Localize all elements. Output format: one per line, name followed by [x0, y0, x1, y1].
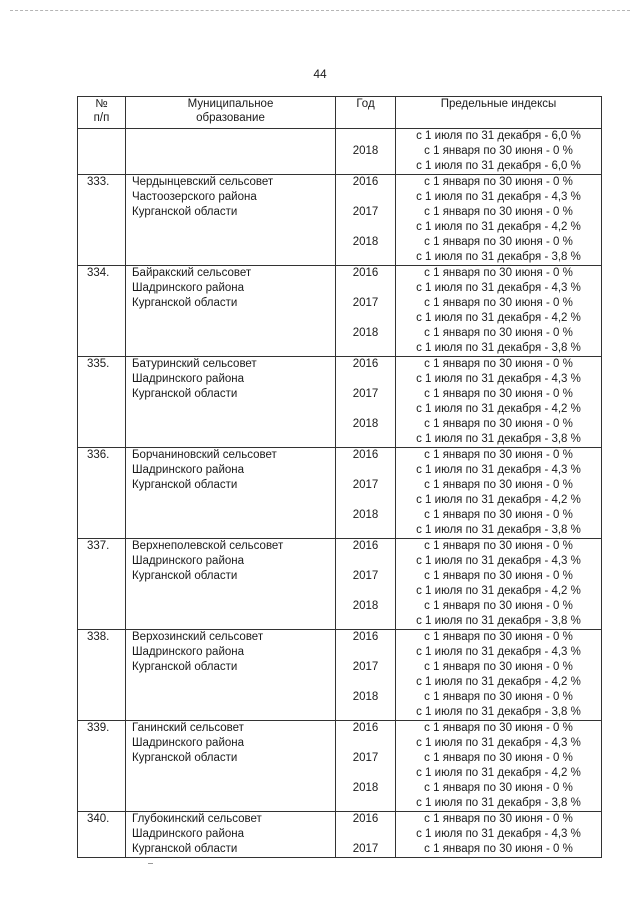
header-year	[336, 97, 396, 129]
index-line: с 1 июля по 31 декабря - 4,3 %	[416, 737, 581, 749]
header-num	[78, 97, 126, 129]
index-line: с 1 января по 30 июня - 0 %	[424, 418, 573, 430]
municipality-line: Шадринского района	[132, 646, 245, 658]
index-line: с 1 июля по 31 декабря - 3,8 %	[416, 615, 581, 627]
indices-cell	[396, 630, 602, 721]
table-row	[78, 539, 602, 630]
year-value: 2018	[352, 782, 379, 794]
row-number: 340.	[87, 813, 110, 825]
year-value	[336, 493, 395, 508]
row-number-cell	[78, 812, 126, 858]
municipality-line: Курганской области	[132, 570, 238, 582]
table-row	[78, 357, 602, 448]
indices-cell	[396, 129, 602, 175]
year-value	[336, 554, 395, 569]
header-municipality	[126, 97, 336, 129]
municipality-line: Шадринского района	[132, 828, 245, 840]
tariff-index-table	[77, 96, 602, 858]
municipality-cell	[126, 812, 336, 858]
index-line: с 1 июля по 31 декабря - 3,8 %	[416, 524, 581, 536]
municipality-line: Шадринского района	[132, 464, 245, 476]
index-line: с 1 января по 30 июня - 0 %	[424, 176, 573, 188]
municipality-line: Шадринского района	[132, 555, 245, 567]
year-value: 2018	[352, 236, 379, 248]
header-num-label: № п/п	[93, 98, 110, 124]
index-line: с 1 января по 30 июня - 0 %	[424, 267, 573, 279]
year-value	[336, 827, 395, 842]
year-value: 2018	[352, 509, 379, 521]
index-line: с 1 июля по 31 декабря - 3,8 %	[416, 433, 581, 445]
index-line: с 1 января по 30 июня - 0 %	[424, 691, 573, 703]
municipality-line: Ганинский сельсовет	[132, 722, 244, 734]
index-line: с 1 июля по 31 декабря - 4,3 %	[416, 555, 581, 567]
index-line: с 1 июля по 31 декабря - 4,2 %	[416, 494, 581, 506]
page-number: 44	[313, 67, 327, 81]
year-cell	[336, 357, 396, 448]
year-value	[336, 736, 395, 751]
row-number: 338.	[87, 631, 110, 643]
municipality-cell	[126, 357, 336, 448]
index-line: с 1 января по 30 июня - 0 %	[424, 843, 573, 855]
table-row	[78, 812, 602, 858]
index-line: с 1 июля по 31 декабря - 4,3 %	[416, 191, 581, 203]
index-line: с 1 января по 30 июня - 0 %	[424, 752, 573, 764]
municipality-line: Курганской области	[132, 206, 238, 218]
index-line: с 1 июля по 31 декабря - 4,2 %	[416, 676, 581, 688]
table-row	[78, 175, 602, 266]
year-cell	[336, 266, 396, 357]
municipality-line: Шадринского района	[132, 282, 245, 294]
year-value	[336, 705, 395, 720]
municipality-cell	[126, 266, 336, 357]
index-line: с 1 января по 30 июня - 0 %	[424, 297, 573, 309]
year-value	[336, 675, 395, 690]
municipality-line: Частоозерского района	[132, 191, 257, 203]
index-line: с 1 января по 30 июня - 0 %	[424, 449, 573, 461]
row-number-cell	[78, 175, 126, 266]
year-value: 2018	[352, 418, 379, 430]
table-header-row	[78, 97, 602, 129]
year-value: 2017	[352, 297, 379, 309]
year-value: 2016	[352, 176, 379, 188]
year-value	[336, 766, 395, 781]
year-value	[336, 190, 395, 205]
year-value: 2018	[352, 145, 379, 157]
year-value	[336, 614, 395, 629]
scan-edge-line	[10, 10, 630, 11]
index-line: с 1 января по 30 июня - 0 %	[424, 540, 573, 552]
index-line: с 1 января по 30 июня - 0 %	[424, 570, 573, 582]
municipality-cell	[126, 448, 336, 539]
header-indices	[396, 97, 602, 129]
row-number	[87, 129, 125, 144]
row-number-cell	[78, 448, 126, 539]
year-value: 2016	[352, 540, 379, 552]
row-number: 336.	[87, 449, 110, 461]
row-number: 334.	[87, 267, 110, 279]
year-cell	[336, 630, 396, 721]
index-line: с 1 января по 30 июня - 0 %	[424, 661, 573, 673]
indices-cell	[396, 266, 602, 357]
index-line: с 1 января по 30 июня - 0 %	[424, 388, 573, 400]
row-number-cell	[78, 266, 126, 357]
index-line: с 1 января по 30 июня - 0 %	[424, 358, 573, 370]
row-number-cell	[78, 539, 126, 630]
year-value: 2018	[352, 691, 379, 703]
year-value: 2017	[352, 206, 379, 218]
municipality-line: Глубокинский сельсовет	[132, 813, 262, 825]
indices-cell	[396, 357, 602, 448]
year-value: 2016	[352, 631, 379, 643]
year-value: 2016	[352, 267, 379, 279]
year-value	[336, 159, 395, 174]
index-line: с 1 января по 30 июня - 0 %	[424, 631, 573, 643]
index-line: с 1 января по 30 июня - 0 %	[424, 782, 573, 794]
index-line: с 1 июля по 31 декабря - 4,2 %	[416, 403, 581, 415]
year-value	[336, 796, 395, 811]
index-line: с 1 января по 30 июня - 0 %	[424, 479, 573, 491]
row-number-cell	[78, 129, 126, 175]
index-line: с 1 июля по 31 декабря - 4,3 %	[416, 828, 581, 840]
year-value	[336, 372, 395, 387]
table-row	[78, 266, 602, 357]
row-number-cell	[78, 357, 126, 448]
index-line: с 1 июля по 31 декабря - 4,2 %	[416, 767, 581, 779]
index-line: с 1 июля по 31 декабря - 4,2 %	[416, 585, 581, 597]
indices-cell	[396, 812, 602, 858]
year-cell	[336, 448, 396, 539]
index-line: с 1 июля по 31 декабря - 4,3 %	[416, 282, 581, 294]
table-row	[78, 630, 602, 721]
year-value: 2018	[352, 600, 379, 612]
indices-cell	[396, 539, 602, 630]
municipality-cell	[126, 630, 336, 721]
municipality-line: Курганской области	[132, 843, 238, 855]
municipality-cell	[126, 539, 336, 630]
year-value: 2016	[352, 449, 379, 461]
municipality-line: Чердынцевский сельсовет	[132, 176, 274, 188]
year-value	[336, 432, 395, 447]
header-municipality-label: Муниципальное образование	[187, 98, 274, 124]
index-line: с 1 июля по 31 декабря - 3,8 %	[416, 342, 581, 354]
municipality-cell	[126, 721, 336, 812]
index-line: с 1 июля по 31 декабря - 4,3 %	[416, 373, 581, 385]
index-line: с 1 января по 30 июня - 0 %	[424, 722, 573, 734]
year-value	[336, 645, 395, 660]
row-number-cell	[78, 721, 126, 812]
table-row	[78, 721, 602, 812]
index-line: с 1 января по 30 июня - 0 %	[424, 600, 573, 612]
row-number-cell	[78, 630, 126, 721]
year-value	[336, 523, 395, 538]
table-row	[78, 129, 602, 175]
year-cell	[336, 175, 396, 266]
year-value: 2016	[352, 813, 379, 825]
index-line: с 1 июля по 31 декабря - 6,0 %	[416, 160, 581, 172]
year-cell	[336, 721, 396, 812]
municipality-line: Курганской области	[132, 388, 238, 400]
year-value	[336, 341, 395, 356]
footer-mark	[148, 863, 153, 864]
municipality-line: Батуринский сельсовет	[132, 358, 257, 370]
year-value	[336, 281, 395, 296]
year-cell	[336, 129, 396, 175]
year-value: 2017	[352, 843, 379, 855]
index-line: с 1 июля по 31 декабря - 3,8 %	[416, 797, 581, 809]
year-value: 2017	[352, 752, 379, 764]
year-value: 2017	[352, 388, 379, 400]
index-line: с 1 января по 30 июня - 0 %	[424, 145, 573, 157]
indices-cell	[396, 721, 602, 812]
year-value: 2017	[352, 570, 379, 582]
year-value: 2018	[352, 327, 379, 339]
municipality-line: Шадринского района	[132, 737, 245, 749]
year-cell	[336, 539, 396, 630]
year-value: 2016	[352, 358, 379, 370]
year-value: 2017	[352, 661, 379, 673]
index-line: с 1 июля по 31 декабря - 6,0 %	[416, 130, 581, 142]
row-number: 337.	[87, 540, 110, 552]
header-year-label: Год	[356, 98, 375, 110]
year-value: 2016	[352, 722, 379, 734]
index-line: с 1 января по 30 июня - 0 %	[424, 327, 573, 339]
index-line: с 1 июля по 31 декабря - 3,8 %	[416, 251, 581, 263]
index-line: с 1 июля по 31 декабря - 4,3 %	[416, 464, 581, 476]
year-value	[336, 220, 395, 235]
row-number: 333.	[87, 176, 110, 188]
index-line: с 1 января по 30 июня - 0 %	[424, 206, 573, 218]
municipality-line: Курганской области	[132, 752, 238, 764]
index-line: с 1 июля по 31 декабря - 4,2 %	[416, 221, 581, 233]
row-number: 339.	[87, 722, 110, 734]
municipality-cell	[126, 175, 336, 266]
year-value	[336, 129, 395, 144]
row-number: 335.	[87, 358, 110, 370]
year-value: 2017	[352, 479, 379, 491]
year-value	[336, 584, 395, 599]
municipality-cell	[126, 129, 336, 175]
municipality-line: Верхозинский сельсовет	[132, 631, 264, 643]
index-line: с 1 января по 30 июня - 0 %	[424, 509, 573, 521]
municipality-line: Курганской области	[132, 479, 238, 491]
municipality-line: Борчаниновский сельсовет	[132, 449, 277, 461]
municipality-line: Шадринского района	[132, 373, 245, 385]
year-value	[336, 250, 395, 265]
year-value	[336, 402, 395, 417]
indices-cell	[396, 175, 602, 266]
table-body	[78, 129, 602, 858]
index-line: с 1 июля по 31 декабря - 3,8 %	[416, 706, 581, 718]
municipality-line: Курганской области	[132, 661, 238, 673]
indices-cell	[396, 448, 602, 539]
index-line: с 1 января по 30 июня - 0 %	[424, 813, 573, 825]
year-value	[336, 311, 395, 326]
year-value	[336, 463, 395, 478]
index-line: с 1 июля по 31 декабря - 4,2 %	[416, 312, 581, 324]
municipality-line: Байракский сельсовет	[132, 267, 252, 279]
table-row	[78, 448, 602, 539]
municipality-line: Курганской области	[132, 297, 238, 309]
municipality-line: Верхнеполевской сельсовет	[132, 540, 284, 552]
index-line: с 1 января по 30 июня - 0 %	[424, 236, 573, 248]
header-indices-label: Предельные индексы	[440, 98, 557, 110]
index-line: с 1 июля по 31 декабря - 4,3 %	[416, 646, 581, 658]
year-cell	[336, 812, 396, 858]
